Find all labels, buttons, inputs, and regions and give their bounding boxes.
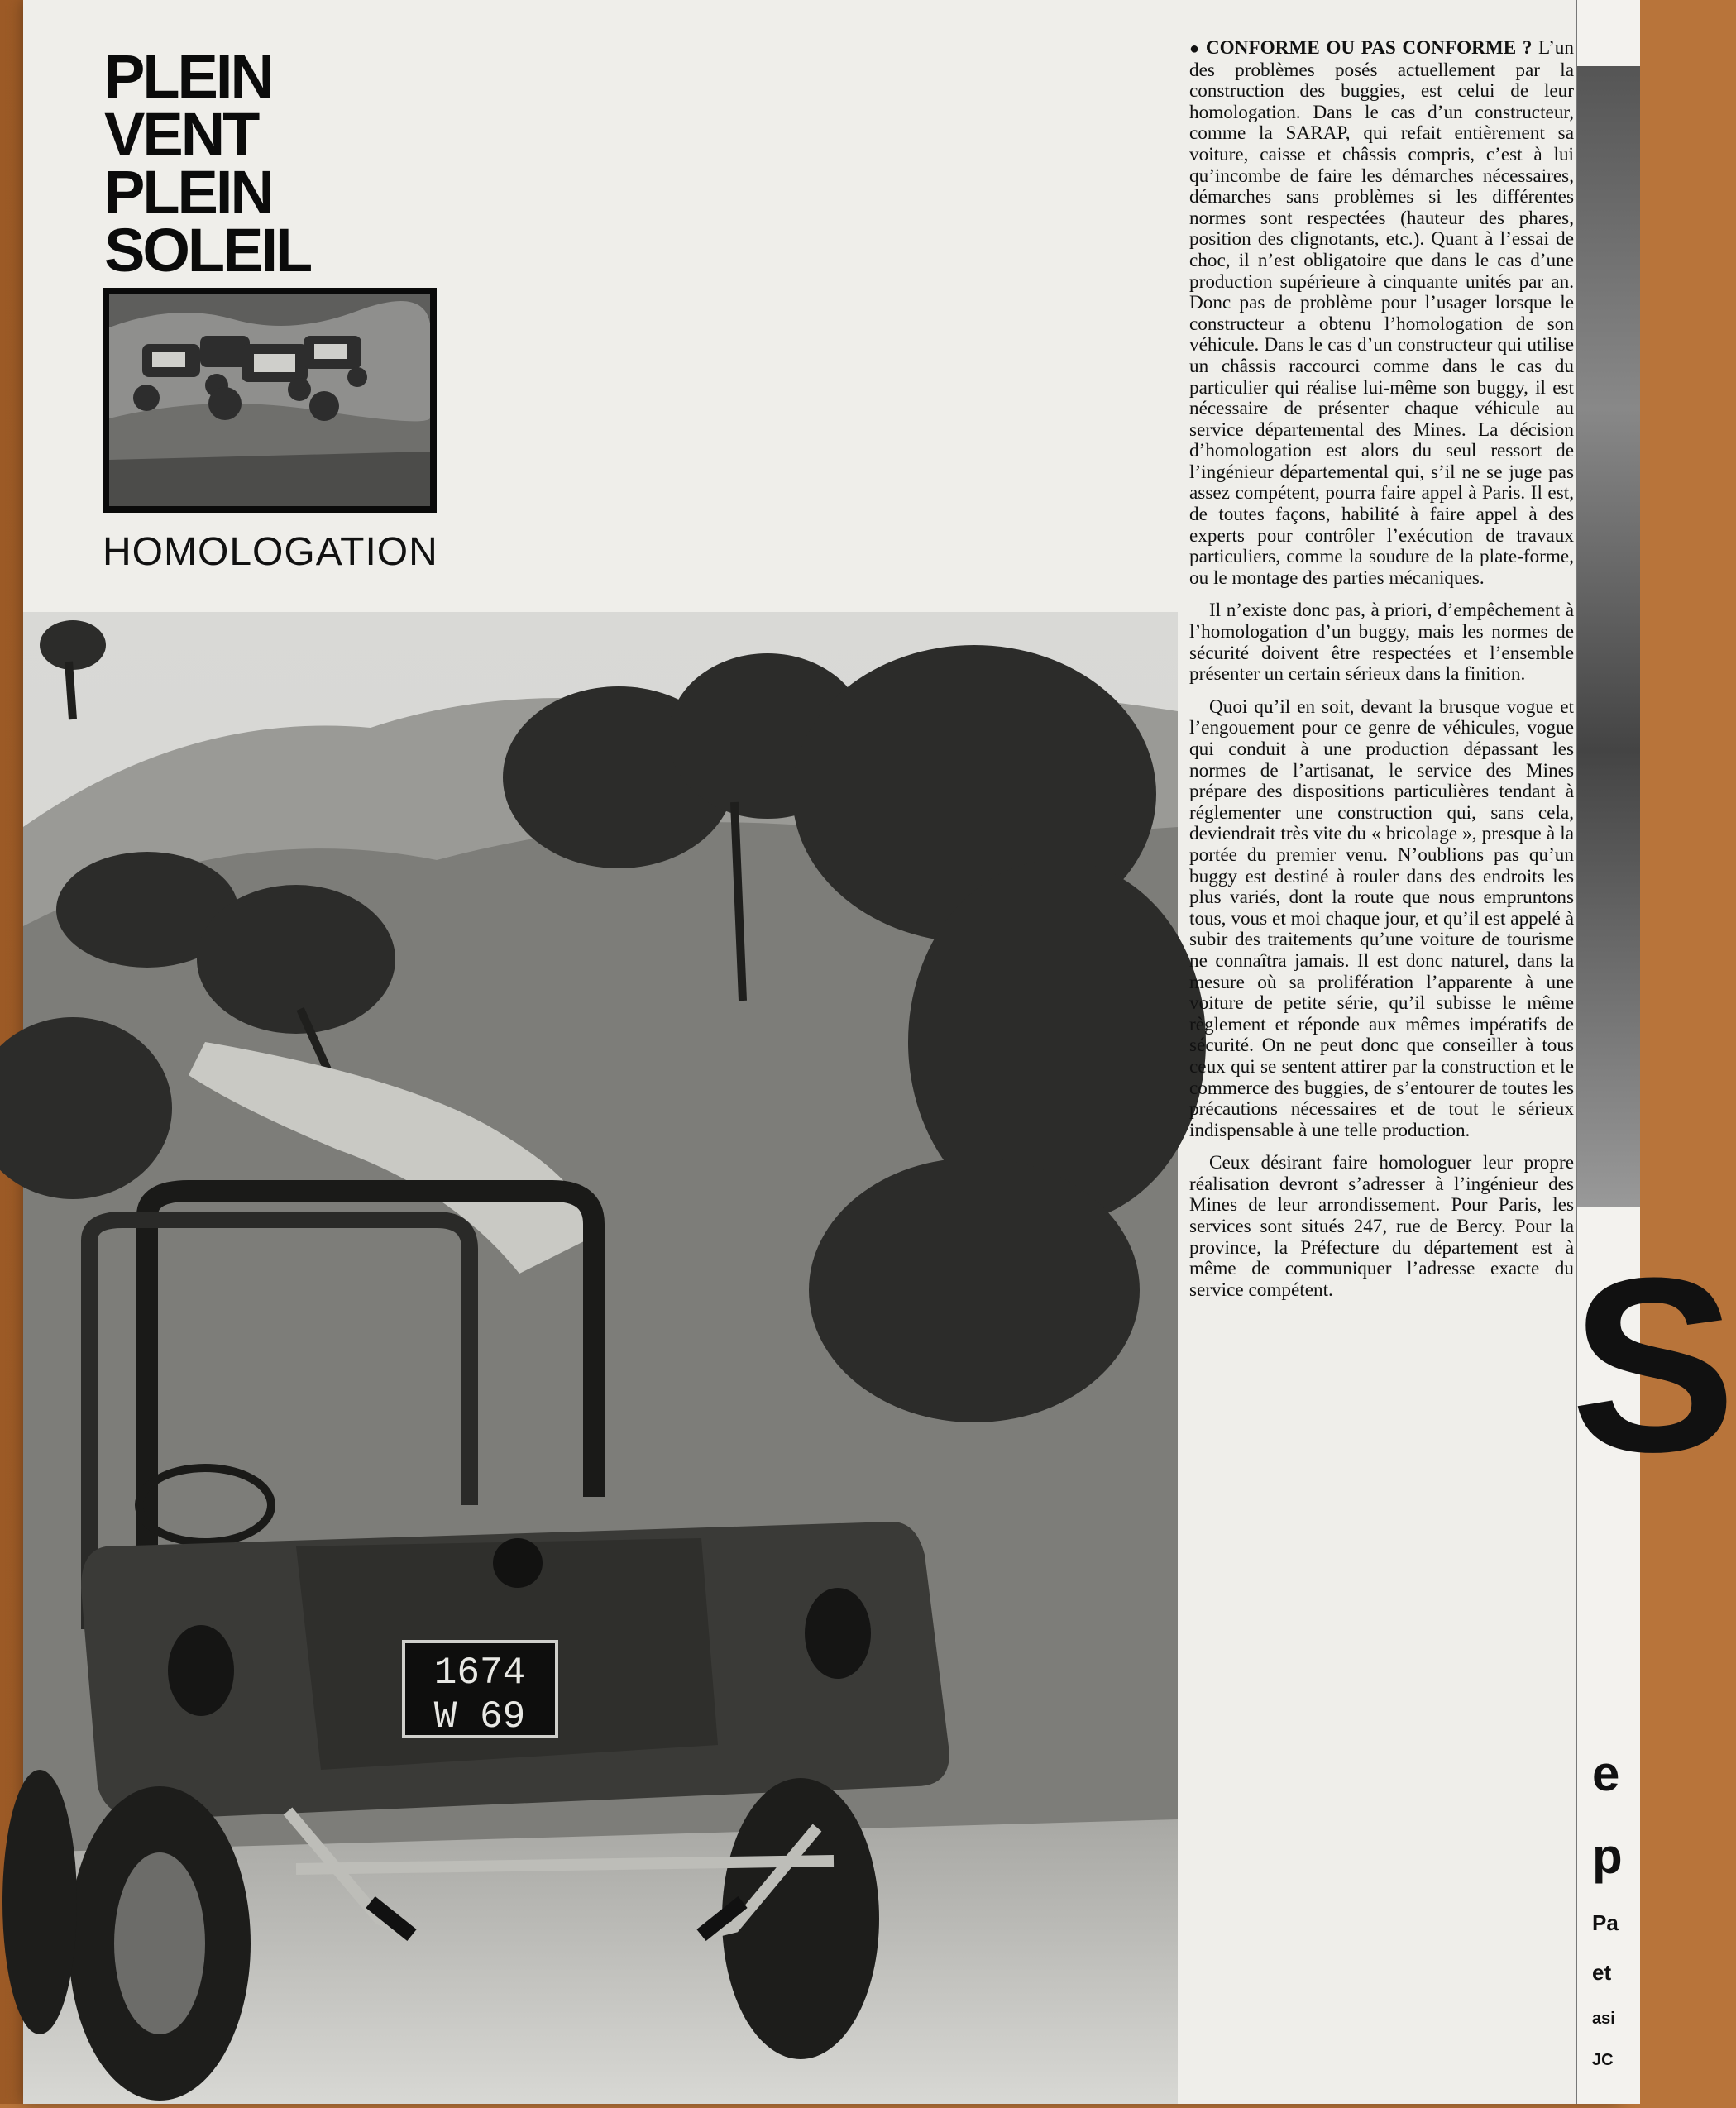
license-plate-line1: 1674 (433, 1652, 526, 1695)
next-page-glyph: Pa (1592, 1910, 1619, 1935)
article-paragraph: Quoi qu’il en soit, devant la brusque vogue et l’engouement pour ce genre de véhicules, vogue qui conduit à une production dépassant les normes de l’artisanat, le service des Mines prépare des dispositions particulières tendant à réglementer une construction qui, sans cela, deviendrait très vite du « bricolage », presque à la portée du premier venu. N’oublions pas qu’un buggy est destiné à rouler dans des endroits les plus variés, dont la route que nous empruntons tous, vous et moi chaque jour, et qu’il est appelé à subir des traitements qu’une voiture de tourisme ne connaîtra jamais. Il est donc naturel, dans la mesure où sa prolifération l’apparente à une voiture de petite série, qu’il subisse le même règlement et réponde aux mêmes impératifs de sécurité. On ne peut donc que conseiller à tous ceux qui se sentent attirer par la construction et le commerce des buggies, de s’entourer de toutes les précautions nécessaires et de tout le sérieux indispensable à une telle production. (1189, 695, 1574, 1141)
article-paragraph: Ceux désirant faire homologuer leur propre réalisation devront s’adresser à l’ingénieur des Mines de leur arrondissement. Pour Paris, les services sont situés 247, rue de Bercy. Pour la province, la Préfecture du département est à même de communiquer l’adresse exacte du service compétent. (1189, 1152, 1574, 1301)
article-column (1189, 38, 1574, 1312)
article-lead-title: CONFORME OU PAS CONFORME ? (1205, 37, 1533, 59)
next-page-photo (1577, 66, 1640, 1207)
license-plate-line2: W 69 (433, 1695, 526, 1738)
section-label: HOMOLOGATION (103, 530, 438, 574)
headline-line: PLEIN (104, 42, 272, 111)
article-paragraph (1189, 38, 1574, 589)
next-page-edge (1571, 0, 1736, 2104)
bullet-icon: ● (1189, 40, 1201, 58)
buggies-thumbnail-photo (103, 288, 437, 513)
buggies-thumbnail-illustration (109, 294, 430, 506)
headline-line: SOLEIL (104, 216, 311, 284)
next-page-glyph: et (1592, 1960, 1612, 1985)
headline-line: VENT (104, 100, 258, 169)
headline (104, 42, 311, 284)
next-page-glyph: JC (1592, 2051, 1614, 2069)
buggy-main-photo (23, 612, 1178, 2104)
next-page-glyph: e (1592, 1746, 1620, 1801)
next-page-glyph: p (1592, 1828, 1623, 1884)
buggy-photo-illustration (23, 612, 1178, 2104)
article-text: L’un des problèmes posés actuellement par la construction des buggies, est celui de leur homologation. Dans le cas d’un constructeur, comme la SARAP, qui refait entièrement sa voiture, caisse et châssis compris, c’est à lui qu’incombe de faire les démarches nécessaires, démarches sans problèmes si les différentes normes sont respectées (hauteur des phares, position des clignotants, etc.). Quant à l’essai de choc, il n’est obligatoire que dans le cas d’une production supérieure à cinquante unités par an. Donc pas de problème pour l’usager lorsque le constructeur a obtenu l’homologation de son véhicule. Dans le cas d’un constructeur qui utilise un châssis raccourci comme dans le cas du particulier qui réalise lui-même son buggy, il est nécessaire de présenter chaque véhicule au service départemental des Mines. La décision d’homologation est alors du seul ressort de l’ingénieur départemental qui, s’il ne se juge pas assez compétent, pourra faire appel à Paris. Il est, de toutes façons, habilité à faire appel à des experts pour contrôler l’exécution de travaux particuliers, comme la soudure de la plate-forme, ou le montage des parties mécaniques. (1189, 37, 1574, 589)
next-page-glyph: asi (1592, 2010, 1615, 2028)
article-paragraph: Il n’existe donc pas, à priori, d’empêchement à l’homologation d’un buggy, mais les normes de sécurité doivent être respectées et l’ensemble présenter un certain sérieux dans la finition. (1189, 600, 1574, 686)
next-page-glyph: S (1571, 1226, 1736, 1503)
headline-line: PLEIN (104, 158, 272, 227)
